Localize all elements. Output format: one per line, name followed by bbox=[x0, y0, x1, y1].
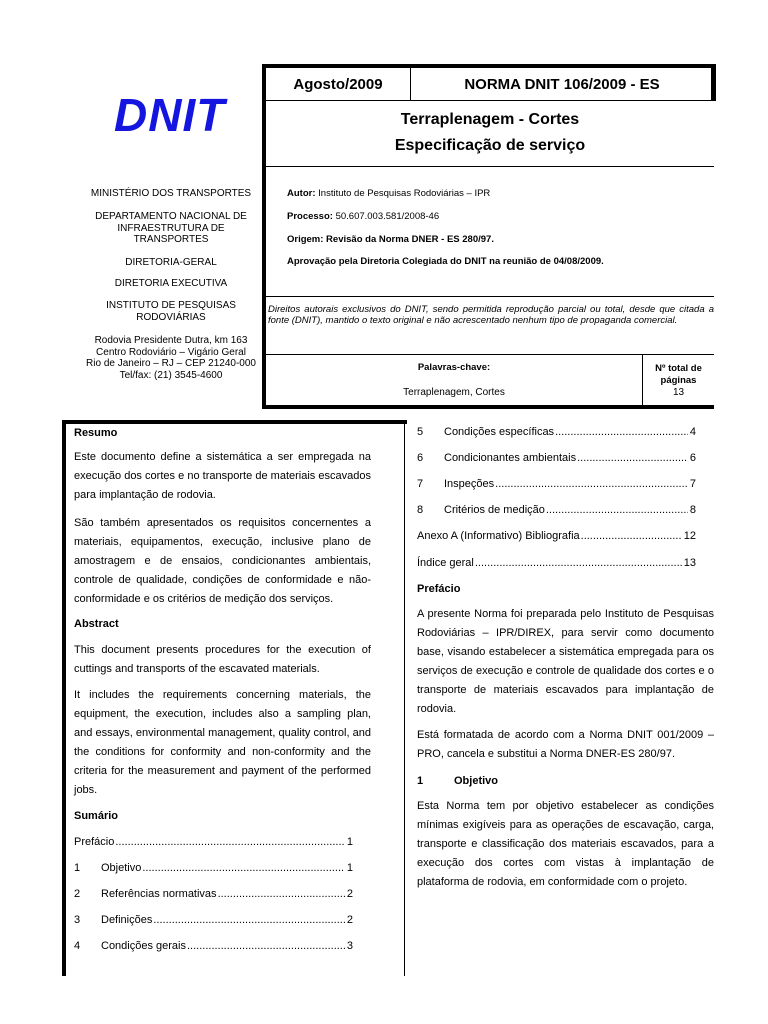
pages-label: Nº total de páginas bbox=[655, 363, 702, 386]
org-institute: INSTITUTO DE PESQUISAS RODOVIÁRIAS bbox=[106, 300, 236, 323]
meta-aprovacao: Aprovação pela Diretoria Colegiada do DNIT na reunião de 04/08/2009. bbox=[287, 256, 604, 267]
meta-autor-value: Instituto de Pesquisas Rodoviárias – IPR bbox=[318, 188, 491, 199]
toc-item-referencias[interactable] bbox=[74, 888, 353, 900]
toc-item-criterios-medicao[interactable] bbox=[417, 504, 696, 516]
body-top-bar bbox=[62, 420, 407, 424]
toc-number: 3 bbox=[74, 914, 81, 926]
sumario-heading: Sumário bbox=[74, 810, 119, 822]
toc-label: Condições específicas bbox=[444, 426, 555, 438]
toc-page: 13 bbox=[683, 557, 696, 569]
toc-page: 3 bbox=[346, 940, 353, 952]
toc-page: 1 bbox=[346, 862, 353, 874]
pages-value: 13 bbox=[672, 387, 685, 398]
org-general: DIRETORIA-GERAL bbox=[125, 257, 217, 268]
toc-item-anexo-a[interactable] bbox=[417, 530, 696, 542]
keywords-label: Palavras-chave: bbox=[417, 362, 491, 373]
objetivo-title: Objetivo bbox=[454, 775, 499, 787]
toc-item-indice-geral[interactable] bbox=[417, 557, 696, 569]
toc-item-inspecoes[interactable] bbox=[417, 478, 696, 490]
prefacio-heading: Prefácio bbox=[417, 583, 461, 595]
toc-item-definicoes[interactable] bbox=[74, 914, 353, 926]
toc-label: Definições bbox=[101, 914, 153, 926]
column-divider bbox=[404, 420, 405, 976]
toc-label: Índice geral bbox=[417, 557, 474, 569]
toc-number: 6 bbox=[417, 452, 424, 464]
objetivo-paragraph-1: Esta Norma tem por objetivo estabelecer as condições mínimas exigíveis para as operações de escavação, carga, transporte e classificação dos materiais escavados, para a execução dos cortes com vistas à implantação de plataforma de rodovia, em conformidade com o projeto. bbox=[417, 800, 714, 888]
toc-page: 2 bbox=[346, 888, 353, 900]
toc-item-condicoes-especificas[interactable] bbox=[417, 426, 696, 438]
meta-origem: Origem: Revisão da Norma DNER - ES 280/97. bbox=[287, 234, 494, 245]
toc-number: 2 bbox=[74, 888, 81, 900]
header-divider-title bbox=[262, 166, 714, 167]
document-title: Terraplenagem - Cortes bbox=[400, 111, 580, 128]
toc-number: 7 bbox=[417, 478, 424, 490]
copyright-notice: Direitos autorais exclusivos do DNIT, sendo permitida reprodução parcial ou total, desde que citada a fonte (DNIT), mantido o texto original e não acrescentado nenhum tipo de propaganda comercial. bbox=[268, 304, 714, 327]
objetivo-number: 1 bbox=[417, 775, 424, 787]
toc-number: 4 bbox=[74, 940, 81, 952]
toc-item-condicoes-gerais[interactable] bbox=[74, 940, 353, 952]
objetivo-heading bbox=[417, 775, 498, 787]
toc-number: 8 bbox=[417, 504, 424, 516]
toc-item-objetivo[interactable] bbox=[74, 862, 353, 874]
norma-number: NORMA DNIT 106/2009 - ES bbox=[464, 76, 660, 93]
toc-page: 1 bbox=[346, 836, 353, 848]
header-divider-top bbox=[262, 100, 716, 101]
meta-autor bbox=[287, 188, 490, 199]
document-subtitle: Especificação de serviço bbox=[394, 137, 586, 154]
dnit-logo: DNIT bbox=[114, 89, 226, 141]
toc-label: Inspeções bbox=[444, 478, 495, 490]
toc-label: Condicionantes ambientais bbox=[444, 452, 577, 464]
toc-label: Critérios de medição bbox=[444, 504, 545, 516]
prefacio-paragraph-1: A presente Norma foi preparada pelo Instituto de Pesquisas Rodoviárias – IPR/DIREX, para servir como documento base, visando estabelecer a sistemática empregada para os serviços de execução e controle de qualidade dos cortes e o transporte de materiais escavados para implantação de rodovia. bbox=[417, 608, 714, 715]
toc-page: 6 bbox=[689, 452, 696, 464]
toc-label: Objetivo bbox=[101, 862, 142, 874]
meta-processo-value: 50.607.003.581/2008-46 bbox=[335, 211, 440, 222]
toc-label: Condições gerais bbox=[101, 940, 186, 952]
org-phone: Tel/fax: (21) 3545-4600 bbox=[119, 369, 223, 381]
resumo-heading: Resumo bbox=[74, 427, 118, 439]
toc-page: 8 bbox=[689, 504, 696, 516]
toc-page: 7 bbox=[689, 478, 696, 490]
toc-number: 5 bbox=[417, 426, 424, 438]
toc-label: Referências normativas bbox=[101, 888, 217, 900]
prefacio-paragraph-2: Está formatada de acordo com a Norma DNIT 001/2009 – PRO, cancela e substitui a Norma DNER-ES 280/97. bbox=[417, 729, 714, 760]
abstract-paragraph-1: This document presents procedures for the execution of cuttings and transports of the escavated materials. bbox=[74, 644, 371, 675]
keywords-value: Terraplenagem, Cortes bbox=[403, 387, 505, 398]
org-address-1: Rodovia Presidente Dutra, km 163 bbox=[94, 335, 248, 346]
org-address-3: Rio de Janeiro – RJ – CEP 21240-000 bbox=[86, 358, 256, 369]
toc-page: 2 bbox=[346, 914, 353, 926]
resumo-paragraph-1: Este documento define a sistemática a ser empregada na execução dos cortes e no transporte de materiais escavados para implantação de rodovia. bbox=[74, 451, 371, 501]
header-divider-meta bbox=[262, 296, 714, 297]
toc-number: 1 bbox=[74, 862, 81, 874]
org-address-2: Centro Rodoviário – Vigário Geral bbox=[96, 346, 246, 358]
toc-page: 4 bbox=[689, 426, 696, 438]
toc-label: Anexo A (Informativo) Bibliografia bbox=[417, 530, 580, 542]
toc-page: 12 bbox=[683, 530, 696, 542]
meta-autor-label: Autor: bbox=[287, 188, 316, 199]
resumo-paragraph-2: São também apresentados os requisitos concernentes a materiais, equipamentos, execução, inclusive plano de amostragem e de ensaios, condicionantes ambientais, controle de qualidade, condições de conformidade e não-conformidade e os critérios de medição dos serviços. bbox=[74, 517, 371, 605]
org-ministry: MINISTÉRIO DOS TRANSPORTES bbox=[90, 188, 252, 199]
header-divider-keywords bbox=[262, 354, 714, 355]
toc-item-prefacio[interactable] bbox=[74, 836, 353, 848]
org-executive: DIRETORIA EXECUTIVA bbox=[114, 278, 228, 289]
document-date: Agosto/2009 bbox=[293, 76, 383, 93]
meta-processo bbox=[287, 211, 439, 222]
meta-processo-label: Processo: bbox=[287, 211, 333, 222]
body-left-bar bbox=[62, 420, 66, 976]
abstract-paragraph-2: It includes the requirements concerning materials, the equipment, the execution, includes also a sampling plan, and essays, environmental management, quality control, and the conditions for conformity and non-conformity and the criteria for the measurement and payment of the performed jobs. bbox=[74, 689, 371, 796]
toc-label: Prefácio bbox=[74, 836, 115, 848]
org-department: DEPARTAMENTO NACIONAL DE INFRAESTRUTURA DE TRANSPORTES bbox=[95, 211, 247, 245]
abstract-heading: Abstract bbox=[74, 618, 119, 630]
toc-item-condicionantes-ambientais[interactable] bbox=[417, 452, 696, 464]
